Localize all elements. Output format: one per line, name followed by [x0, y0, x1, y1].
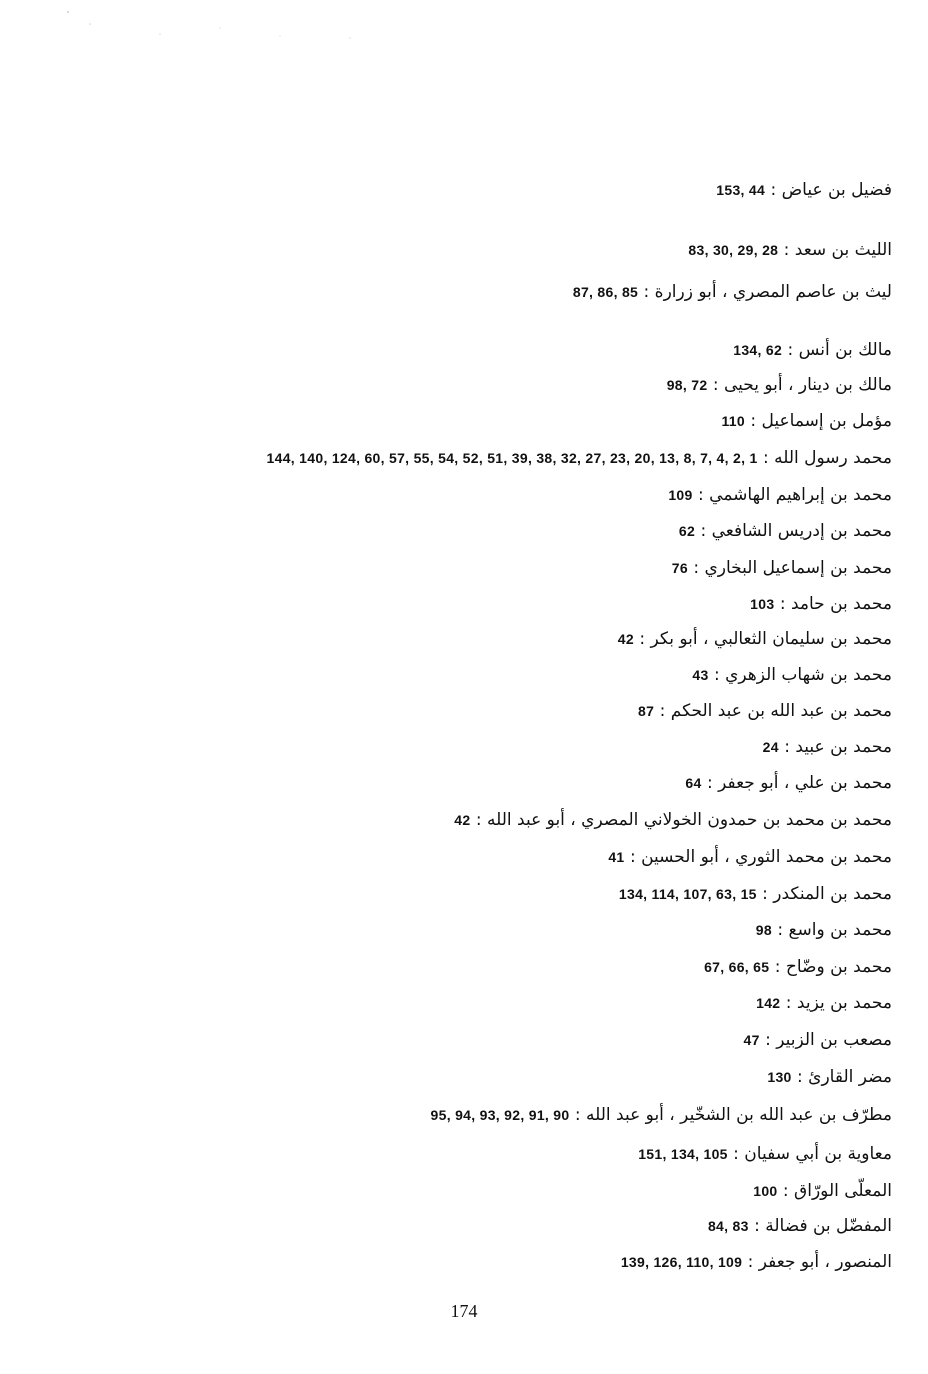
- entry-pages: 98, 72: [666, 377, 708, 393]
- index-entry: [132, 1028, 892, 1052]
- entry-pages: 130: [767, 1069, 792, 1085]
- entry-pages: 83, 30, 29, 28: [688, 242, 779, 258]
- index-entry: [132, 1250, 892, 1274]
- entry-pages: 24: [762, 739, 779, 755]
- index-entry: [132, 771, 892, 795]
- entry-name: محمد بن شهاب الزهري :: [713, 665, 892, 685]
- entry-name: محمد بن واسع :: [777, 920, 892, 940]
- entry-name: محمد بن وضّاح :: [774, 957, 892, 977]
- index-entry: [132, 519, 892, 543]
- entry-pages: 43: [692, 667, 709, 683]
- index-entry: [132, 991, 892, 1015]
- entry-name: محمد بن سليمان الثعالبي ، أبو بكر :: [639, 629, 892, 649]
- entry-pages: 134, 62: [733, 342, 783, 358]
- page-number: 174: [450, 1301, 478, 1321]
- entry-pages: 139, 126, 110, 109: [620, 1254, 743, 1270]
- entry-name: محمد بن علي ، أبو جعفر :: [706, 773, 892, 793]
- entry-name: مؤمل بن إسماعيل :: [750, 411, 892, 431]
- entry-pages: 87: [638, 703, 655, 719]
- entry-name: محمد بن إسماعيل البخاري :: [693, 558, 892, 578]
- index-entry: [132, 178, 892, 202]
- index-entry: [132, 338, 892, 362]
- entry-name: محمد بن يزيد :: [785, 993, 892, 1013]
- entry-name: محمد بن عبد الله بن عبد الحكم :: [659, 701, 892, 721]
- index-entry: [32, 446, 892, 470]
- entry-pages: 100: [753, 1183, 778, 1199]
- index-entry: [132, 592, 892, 616]
- index-entry: [132, 409, 892, 433]
- index-entry: [132, 556, 892, 580]
- index-entry: [132, 918, 892, 942]
- entry-pages: 76: [671, 560, 688, 576]
- entry-pages: 42: [617, 631, 634, 647]
- entry-pages: 47: [743, 1032, 760, 1048]
- entry-pages: 64: [685, 775, 702, 791]
- entry-pages: 87, 86, 85: [572, 284, 639, 300]
- entry-name: مضر القارئ :: [797, 1067, 892, 1087]
- index-entry: [132, 735, 892, 759]
- entry-name: مالك بن دينار ، أبو يحيى :: [712, 375, 892, 395]
- index-entry: [132, 238, 892, 262]
- index-entry: [132, 699, 892, 723]
- entry-name: محمد بن حامد :: [779, 594, 892, 614]
- index-entry: [132, 882, 892, 906]
- entry-name: محمد بن محمد الثوري ، أبو الحسين :: [629, 847, 892, 867]
- index-entry: [132, 373, 892, 397]
- entry-name: ليث بن عاصم المصري ، أبو زرارة :: [643, 282, 892, 302]
- entry-pages: 109: [668, 487, 693, 503]
- index-entry: [132, 483, 892, 507]
- index-entry: [132, 1103, 892, 1127]
- entry-name: مصعب بن الزبير :: [765, 1030, 892, 1050]
- entry-name: محمد بن إدريس الشافعي :: [700, 521, 892, 541]
- entry-name: محمد بن المنكدر :: [762, 884, 892, 904]
- index-entry: [132, 845, 892, 869]
- entry-pages: 142: [756, 995, 781, 1011]
- entry-pages: 153, 44: [716, 182, 766, 198]
- index-entry: [132, 1214, 892, 1238]
- entry-name: مطرّف بن عبد الله بن الشخّير ، أبو عبد الله :: [574, 1105, 892, 1125]
- index-entry: [132, 1065, 892, 1089]
- index-entry: [132, 1179, 892, 1203]
- entry-pages: 151, 134, 105: [638, 1146, 728, 1162]
- entry-pages: 67, 66, 65: [704, 959, 770, 975]
- entry-name: معاوية بن أبي سفيان :: [733, 1144, 892, 1164]
- entry-pages: 110: [721, 413, 745, 429]
- entry-pages: 103: [750, 596, 775, 612]
- index-entry: [132, 955, 892, 979]
- entry-pages: 41: [608, 849, 625, 865]
- index-entry: [132, 663, 892, 687]
- entry-name: المعلّى الورّاق :: [782, 1181, 892, 1201]
- entry-pages: 95, 94, 93, 92, 91, 90: [430, 1107, 570, 1123]
- entry-name: محمد بن عبيد :: [784, 737, 892, 757]
- entry-pages: 84, 83: [707, 1218, 749, 1234]
- entry-name: فضيل بن عياض :: [770, 180, 892, 200]
- entry-name: محمد رسول الله :: [762, 448, 892, 468]
- entry-pages: 98: [755, 922, 772, 938]
- entry-name: الليث بن سعد :: [783, 240, 892, 260]
- index-entry: [132, 627, 892, 651]
- entry-pages: 144, 140, 124, 60, 57, 55, 54, 52, 51, 39, 38, 32, 27, 23, 20, 13, 8, 7, 4, 2, 1: [266, 450, 758, 466]
- index-entry: [132, 280, 892, 304]
- entry-pages: 62: [678, 523, 696, 539]
- entry-name: محمد بن محمد بن حمدون الخولاني المصري ، أبو عبد الله :: [475, 810, 892, 830]
- entry-pages: 42: [454, 812, 471, 828]
- entry-name: محمد بن إبراهيم الهاشمي :: [698, 485, 892, 505]
- entry-pages: 134, 114, 107, 63, 15: [618, 886, 757, 902]
- entry-name: المنصور ، أبو جعفر :: [747, 1252, 892, 1272]
- index-entry: [132, 808, 892, 832]
- entry-name: مالك بن أنس :: [787, 340, 892, 360]
- index-entry: [132, 1142, 892, 1166]
- entry-name: المفضّل بن فضالة :: [754, 1216, 892, 1236]
